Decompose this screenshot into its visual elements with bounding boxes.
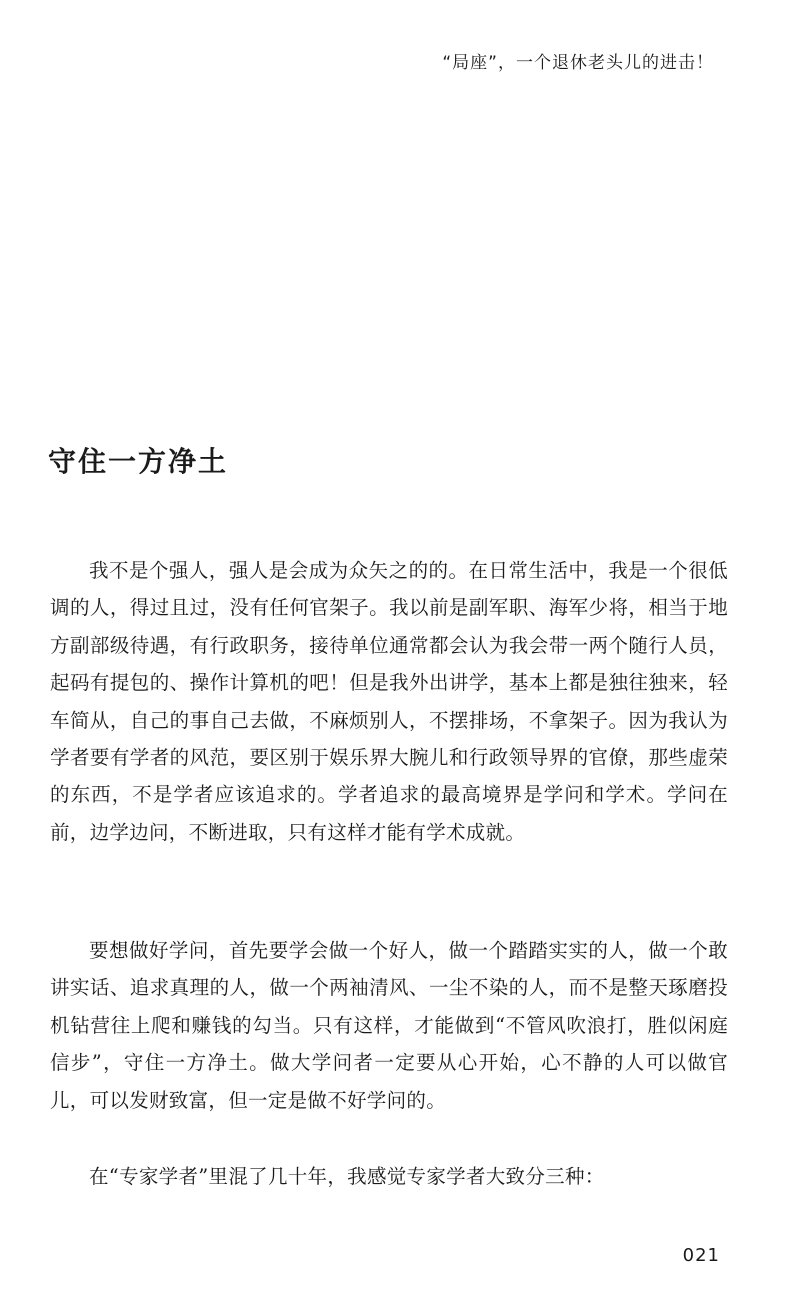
- body-paragraph-1: 我不是个强人，强人是会成为众矢之的的。在日常生活中，我是一个很低调的人，得过且过，没有任何官架子。我以前是副军职、海军少将，相当于地方副部级待遇，有行政职务，接待单位通常都会认为我会带一两个随行人员，起码有提包的、操作计算机的吧！但是我外出讲学，基本上都是独往独来，轻车简从，自己的事自己去做，不麻烦别人，不摆排场，不拿架子。因为我认为学者要有学者的风范，要区别于娱乐界大腕儿和行政领导界的官僚，那些虚荣的东西，不是学者应该追求的。学者追求的最高境界是学问和学术。学问在前，边学边问，不断进取，只有这样才能有学术成就。: [50, 559, 728, 844]
- section-title: 守住一方净土: [48, 445, 229, 478]
- body-paragraph-2: 要想做好学问，首先要学会做一个好人，做一个踏踏实实的人，做一个敢讲实话、追求真理的人，做一个两袖清风、一尘不染的人，而不是整天琢磨投机钻营往上爬和赚钱的勾当。只有这样，才能做到“不管风吹浪打，胜似闲庭信步”，守住一方净土。做大学问者一定要从心开始，心不静的人可以做官儿，可以发财致富，但一定是做不好学问的。: [50, 939, 728, 1112]
- running-header: “局座”，一个退休老头儿的进击！: [442, 53, 714, 73]
- body-paragraph-3: 在“专家学者”里混了几十年，我感觉专家学者大致分三种：: [89, 1165, 605, 1188]
- page-number: 021: [682, 1245, 720, 1266]
